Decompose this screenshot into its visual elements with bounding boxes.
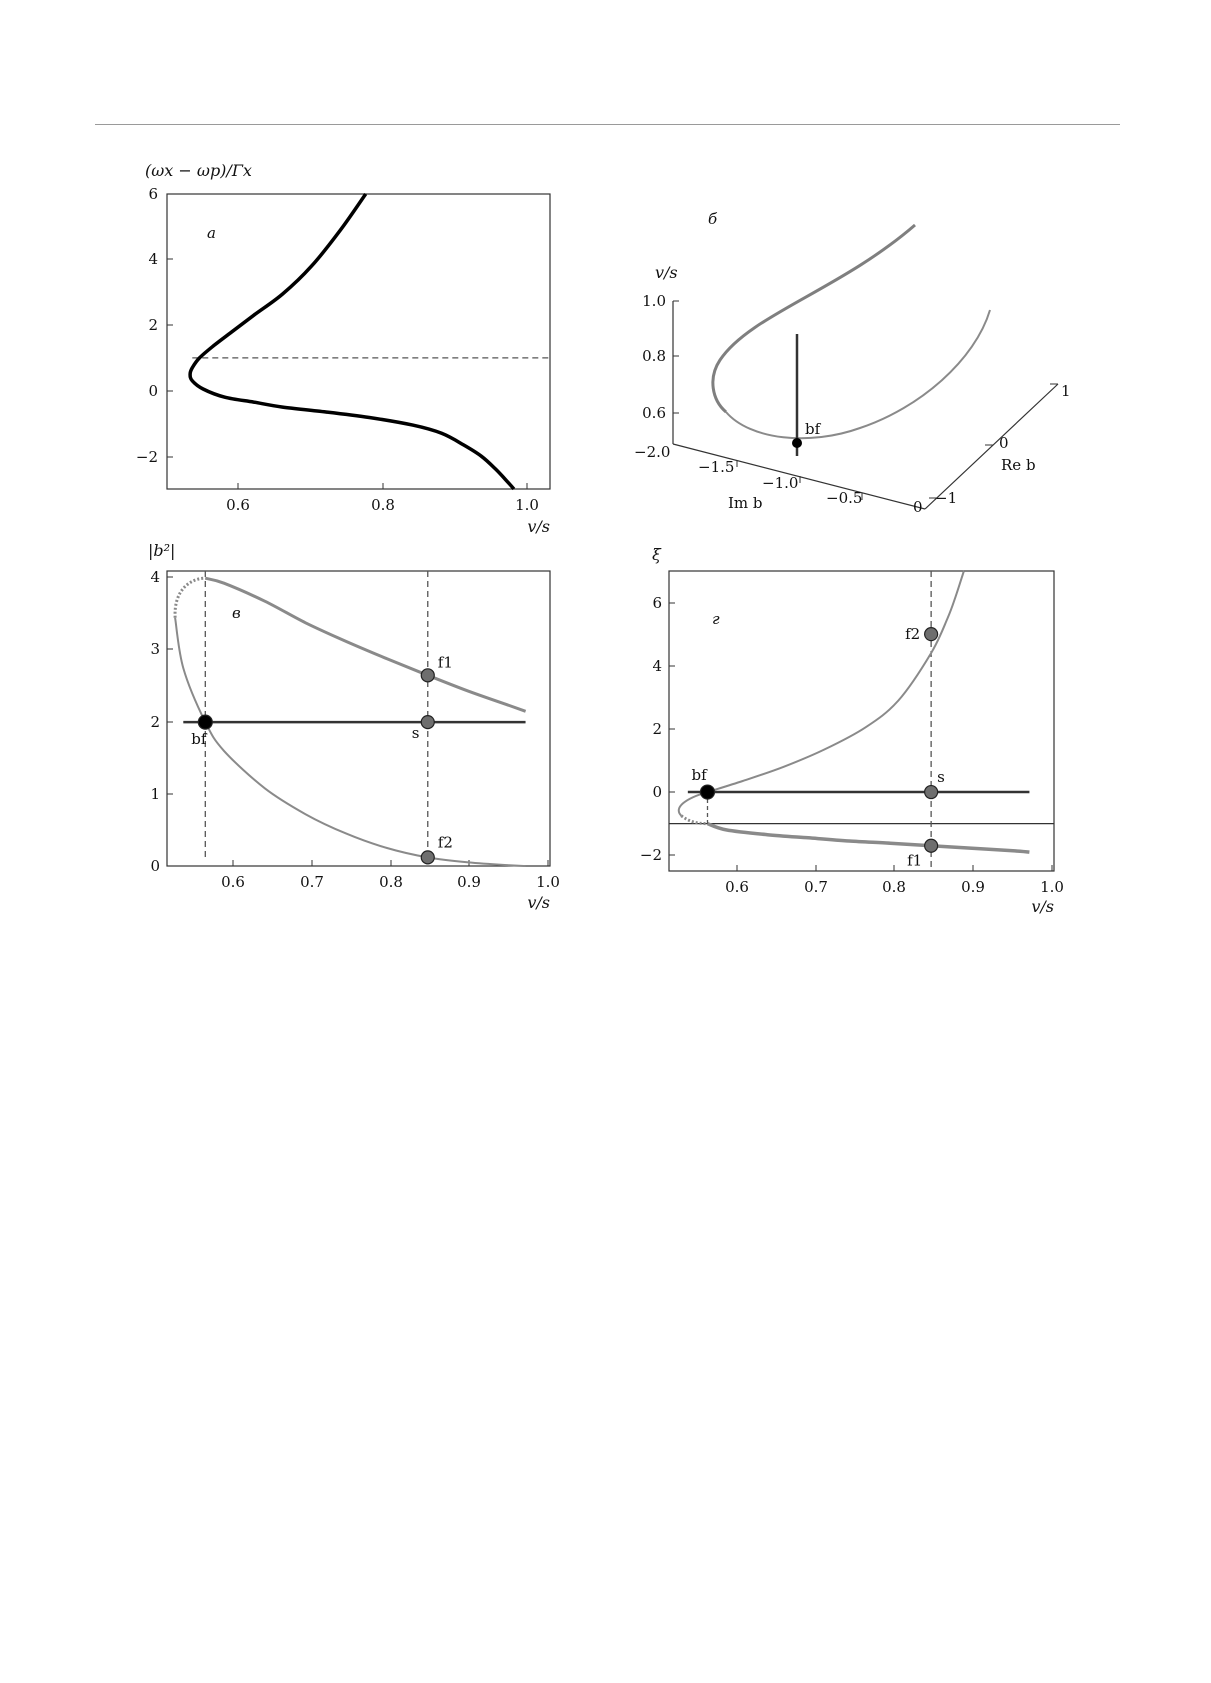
c-marker-label-f2: f2 [437,833,453,852]
d-marker-f2 [925,628,938,641]
d-xtick-label: 0.9 [961,878,985,896]
b-retick-label: 1 [1061,382,1071,400]
c-xtick-label: 0.8 [379,873,403,891]
c-ytick-label: 3 [150,640,160,658]
c-xtick-label: 0.6 [221,873,245,891]
b-bf-label: bf [805,420,821,438]
a-xtick-label: 0.8 [371,496,395,514]
a-xlabel: v/s [527,517,550,536]
panel-c-frame [167,571,550,866]
c-marker-label-bf: bf [191,730,207,749]
d-ytick-label: −2 [639,846,662,864]
c-lower-curve [175,618,525,866]
d-ytick-label: 0 [652,783,662,801]
d-marker-label-f2: f2 [905,625,921,644]
b-upper-curve [713,225,915,412]
c-ytick-label: 0 [150,857,160,875]
b-imtick-label: −1.0 [762,474,799,492]
b-imtick-label: −2.0 [634,443,671,461]
b-lower-curve [726,310,990,438]
panel-d-frame [669,571,1054,871]
a-ytick-label: 4 [148,250,158,268]
c-ytick-label: 1 [150,785,160,803]
panel-a [136,161,550,536]
a-ytick-label: 0 [148,382,158,400]
c-xtick-label: 0.9 [457,873,481,891]
a-panel-tag: а [207,224,216,242]
a-ylabel: (ωx − ωp)/Γx [145,161,252,180]
c-marker-bf [198,715,212,729]
b-ztick-label: 1.0 [642,292,666,310]
d-marker-label-bf: bf [691,766,707,785]
c-marker-label-s: s [411,724,420,743]
a-curve [190,194,514,489]
c-xtick-label: 1.0 [536,873,560,891]
c-panel-tag: в [232,604,241,622]
c-marker-s [421,716,434,729]
panel-a-frame [167,194,550,489]
c-xlabel: v/s [527,893,550,912]
c-ylabel: |b²| [148,541,176,560]
d-ytick-label: 2 [652,720,662,738]
d-ylabel: ξ [652,545,661,564]
a-plot-area [190,194,550,489]
b-imtick-label: 0 [913,498,923,516]
c-upper-curve [205,578,525,711]
b-retick-label: 0 [999,434,1009,452]
c-marker-f2 [421,851,434,864]
d-xtick-label: 0.6 [725,878,749,896]
d-lower-curve [708,824,1030,853]
a-ytick-label: 2 [148,316,158,334]
b-ztick-label: 0.8 [642,347,666,365]
c-ytick-label: 4 [150,568,160,586]
d-xtick-label: 1.0 [1040,878,1064,896]
c-ytick-label: 2 [150,713,160,731]
a-ytick-label: −2 [135,448,158,466]
d-xtick-label: 0.8 [882,878,906,896]
a-xtick-label: 0.6 [226,496,250,514]
c-fold-dotted [175,578,205,618]
b-imtick-label: −0.5 [826,489,863,507]
b-zlabel: v/s [655,263,678,282]
b-panel-tag: б [708,210,718,228]
d-marker-label-f1: f1 [907,851,923,870]
panel-b [634,210,1071,516]
d-marker-bf [701,785,715,799]
d-fold-dotted [681,816,707,824]
b-retick-label: −1 [935,489,958,507]
d-marker-f1 [925,839,938,852]
d-panel-tag: г [712,610,720,628]
b-imlabel: Im b [728,494,763,512]
panel-d [640,545,1064,916]
b-im-axis [673,444,925,509]
a-ytick-label: 6 [148,185,158,203]
panel-c [148,541,560,912]
d-marker-s [925,786,938,799]
d-ytick-label: 6 [652,594,662,612]
b-relabel: Re b [1001,456,1036,474]
d-upper-curve [708,571,964,792]
c-plot-area [175,571,526,866]
d-plot-area [669,571,1054,871]
c-marker-f1 [421,669,434,682]
d-xlabel: v/s [1031,897,1054,916]
a-xtick-label: 1.0 [515,496,539,514]
b-bf-marker [792,438,802,448]
b-ztick-label: 0.6 [642,404,666,422]
d-xtick-label: 0.7 [804,878,828,896]
c-xtick-label: 0.7 [300,873,324,891]
b-imtick-label: −1.5 [698,458,735,476]
c-marker-label-f1: f1 [437,653,453,672]
d-ytick-label: 4 [652,657,662,675]
d-marker-label-s: s [937,768,945,787]
